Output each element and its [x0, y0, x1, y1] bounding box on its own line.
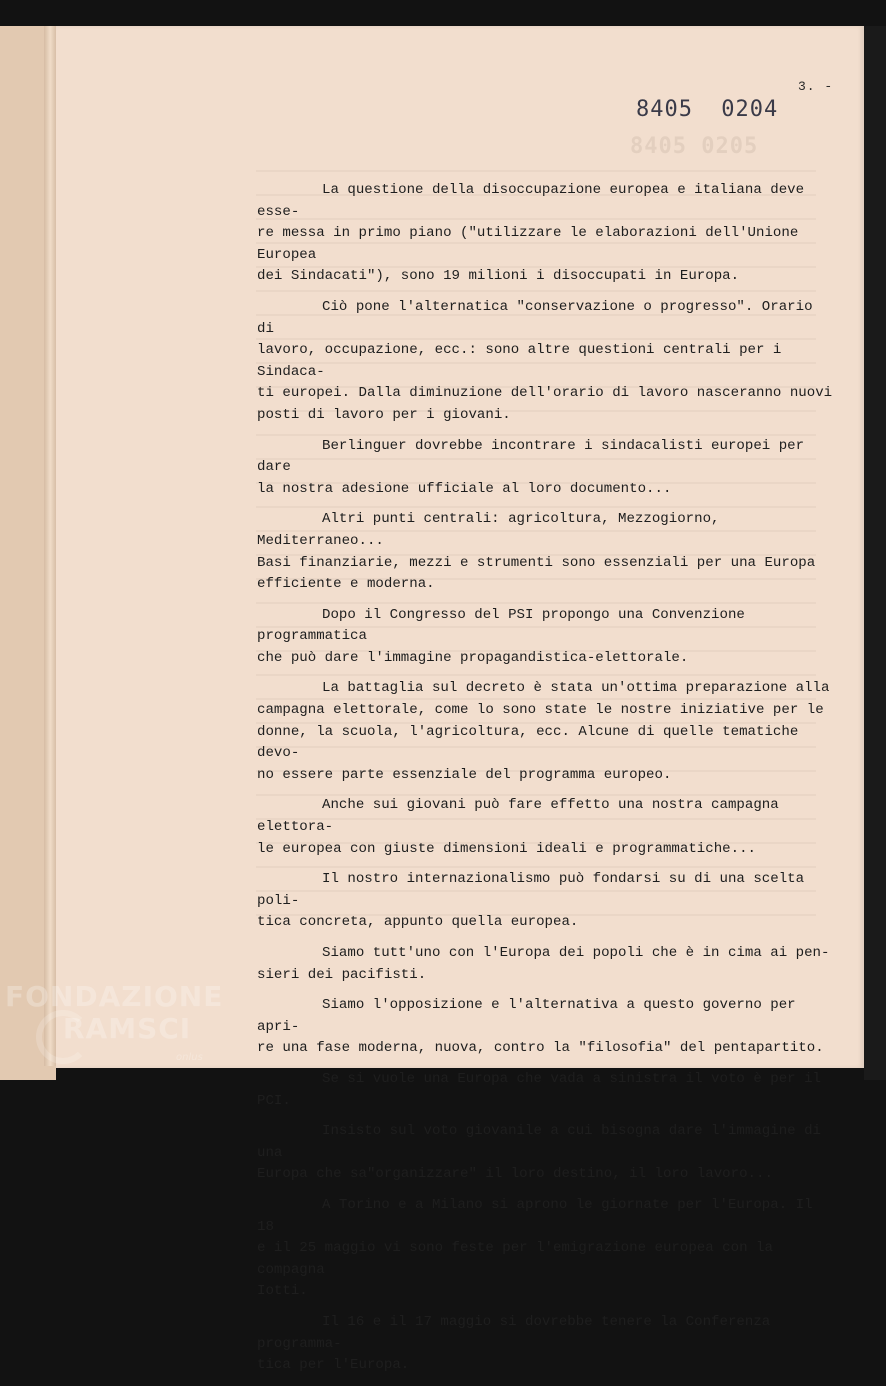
paragraph: Il 16 e il 17 maggio si dovrebbe tenere la Conferenza programma- tica per l'Europa.: [257, 1313, 771, 1374]
paragraph: Anche sui giovani può fare effetto una nostra campagna elettora- le europea con giuste dimensioni ideali e programmatiche...: [257, 797, 779, 857]
paragraph: Siamo l'opposizione e l'alternativa a questo governo per apri- re una fase moderna, nuova, contro la "filosofia" del pentapartito.: [257, 997, 824, 1057]
paragraph: Se si vuole una Europa che vada a sinistra il voto è per il PCI.: [257, 1070, 821, 1109]
paragraph: A Torino e a Milano si aprono le giornate per l'Europa. Il 18 e il 25 maggio vi sono feste per l'emigrazione europea con la compagna Iotti.: [257, 1196, 813, 1300]
page-number: 3. -: [798, 79, 834, 94]
paragraph: La questione della disoccupazione europea e italiana deve esse- re messa in primo piano ("utilizzare le elaborazioni dell'Unione Europea dei Sindacati"), sono 19 milioni i disoccupati in Europa.: [257, 182, 805, 285]
paragraph: Il nostro internazionalismo può fondarsi su di una scelta poli- tica concreta, appunto quella europea.: [257, 871, 805, 931]
watermark-logo: [5, 980, 224, 1045]
paragraph: Insisto sul voto giovanile a cui bisogna dare l'immagine di una Europa che sa"organizzare" il loro destino, il loro lavoro...: [257, 1123, 821, 1183]
paragraph: Ciò pone l'alternatica "conservazione o progresso". Orario di lavoro, occupazione, ecc.: sono altre questioni centrali per i Sindaca- ti europei. Dalla diminuzione dell'orario di lavoro nasceranno nuovi posti di lavoro per i giovani.: [257, 298, 833, 423]
bleed-through-code: 8405 0205: [630, 134, 759, 159]
watermark-line2: RAMSCI: [63, 1012, 192, 1045]
watermark-suffix: onlus: [176, 1052, 203, 1063]
paragraph: La battaglia sul decreto è stata un'ottima preparazione alla campagna elettorale, come lo sono state le nostre iniziative per le donne, la scuola, l'agricoltura, ecc. Alcune di quelle tematiche devo- no essere parte essenziale del programma europeo.: [257, 680, 830, 783]
watermark-line1: FONDAZIONE: [5, 980, 224, 1013]
body-text: [257, 180, 837, 1386]
paragraph: Dopo il Congresso del PSI propongo una Convenzione programmatica che può dare l'immagine propagandistica-elettorale.: [257, 606, 745, 666]
document-code-stamp: 8405 0204: [636, 97, 779, 122]
scan-background: [864, 26, 886, 1080]
paragraph: Berlinguer dovrebbe incontrare i sindacalisti europei per dare la nostra adesione ufficiale al loro documento...: [257, 437, 805, 497]
paragraph: Siamo tutt'uno con l'Europa dei popoli che è in cima ai pen- sieri dei pacifisti.: [257, 945, 830, 983]
paragraph: Altri punti centrali: agricoltura, Mezzogiorno, Mediterraneo... Basi finanziarie, mezzi e strumenti sono essenziali per una Europa efficiente e moderna.: [257, 511, 816, 593]
